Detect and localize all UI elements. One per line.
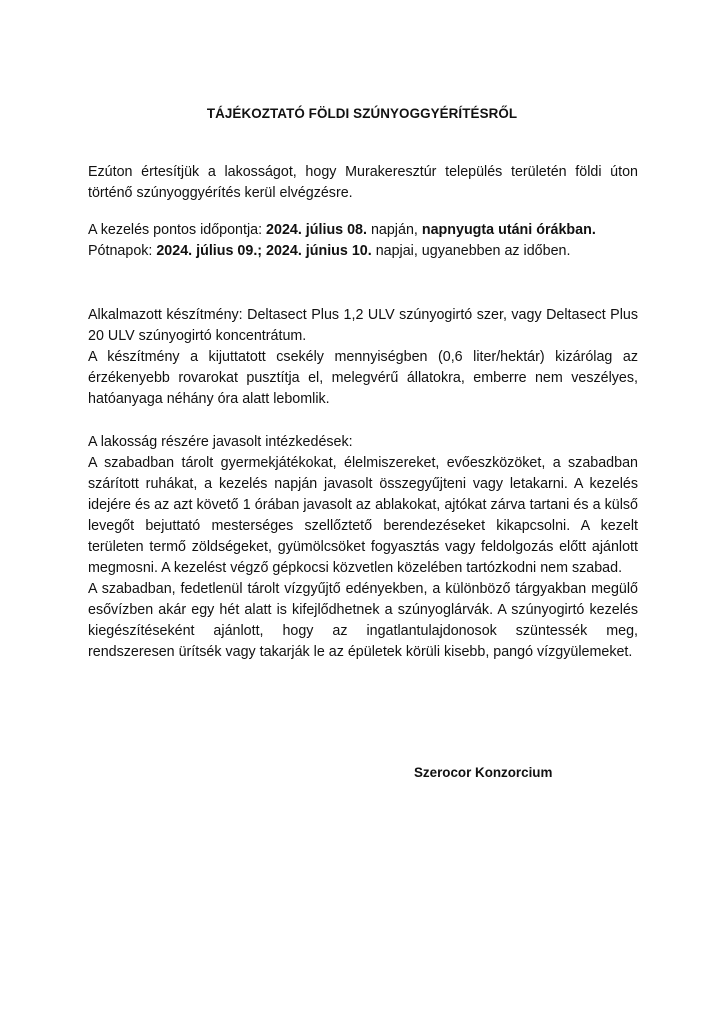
schedule-date: 2024. július 08. — [266, 222, 367, 238]
schedule-block — [88, 220, 638, 262]
schedule-date-mid: napján, — [366, 222, 422, 238]
measures-paragraph-2: A szabadban, fedetlenül tárolt vízgyűjtő edényekben, a különböző tárgyakban megülő esővízben akár egy hét alatt is kifejlődhetnek a szúnyoglárvák. A szúnyogirtó kezelés kiegészítéseként ajánlott, hogy az ingatlantulajdonosok szüntessék meg, rendszeresen ürítsék vagy takarják le az épületek körüli kisebb, pangó vízgyülemeket. — [88, 581, 638, 660]
measures-block — [88, 432, 638, 663]
backup-dates: 2024. július 09.; 2024. június 10. — [156, 243, 372, 259]
backup-suffix: napjai, ugyanebben az időben. — [371, 243, 571, 259]
schedule-date-prefix: A kezelés pontos időpontja: — [88, 222, 267, 238]
product-block — [88, 305, 638, 410]
measures-heading: A lakosság részére javasolt intézkedések: — [88, 434, 353, 450]
schedule-line-backup — [88, 241, 638, 262]
product-paragraph: Alkalmazott készítmény: Deltasect Plus 1,2 ULV szúnyogirtó szer, vagy Deltasect Plus 20 ULV szúnyogirtó koncentrátum. — [88, 307, 638, 344]
product-safety-paragraph: A készítmény a kijuttatott csekély mennyiségben (0,6 liter/hektár) kizárólag az érzékenyebb rovarokat pusztítja el, melegvérű állatokra, emberre nem veszélyes, hatóanyaga néhány óra alatt lebomlik. — [88, 349, 638, 407]
measures-paragraph-1: A szabadban tárolt gyermekjátékokat, élelmiszereket, evőeszközöket, a szabadban szárított ruhákat, a kezelés napján javasolt összegyűjteni vagy letakarni. A kezelés idejére és az azt követő 1 órában javasolt az ablakokat, ajtókat zárva tartani és a külső levegőt bejuttató mesterséges szellőztető berendezéseket kikapcsolni. A kezelt területen termő zöldségeket, gyümölcsöket fogyasztás vagy feldolgozás előtt ajánlott megmosni. A kezelést végző gépkocsi közvetlen közelében tartózkodni nem szabad. — [88, 455, 638, 576]
schedule-line-date — [88, 220, 638, 241]
intro-paragraph: Ezúton értesítjük a lakosságot, hogy Murakeresztúr település területén földi úton történő szúnyoggyérítés kerül elvégzésre. — [88, 164, 638, 201]
schedule-time: napnyugta utáni órákban. — [421, 222, 596, 238]
backup-prefix: Pótnapok: — [88, 243, 157, 259]
signature: Szerocor Konzorcium — [414, 765, 553, 780]
document-title: TÁJÉKOZTATÓ FÖLDI SZÚNYOGGYÉRÍTÉSRŐL — [206, 106, 518, 121]
